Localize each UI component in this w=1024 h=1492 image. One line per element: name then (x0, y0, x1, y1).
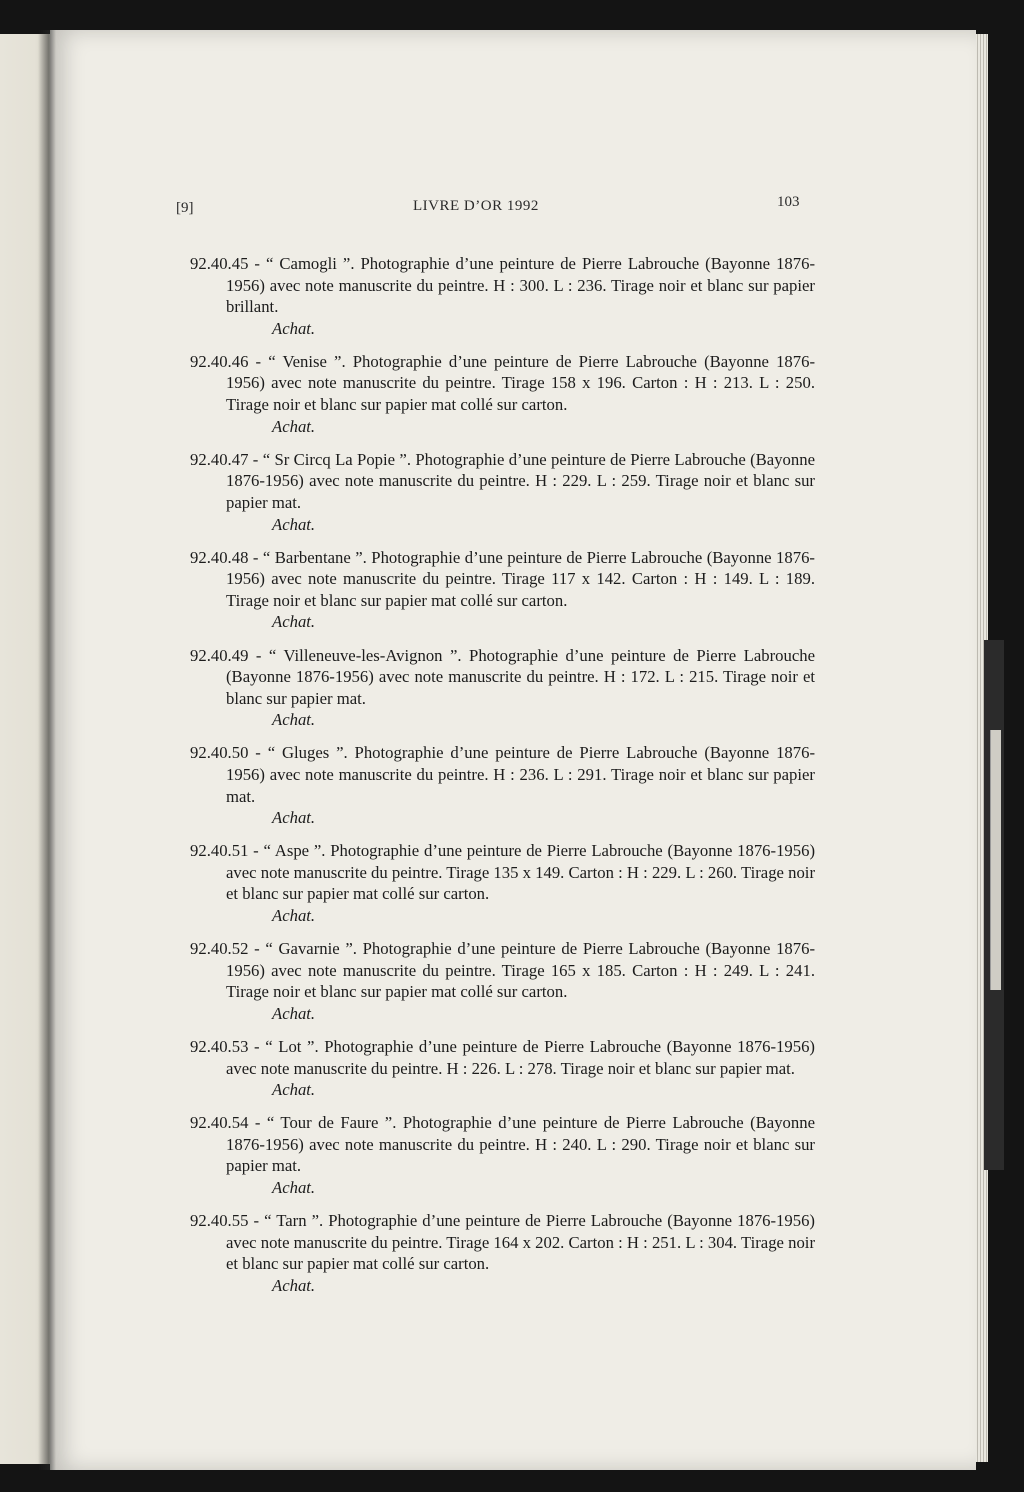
catalogue-entry (190, 1112, 815, 1198)
entry-body: 92.40.49 - “ Villeneuve-les-Avignon ”. Photographie d’une peinture de Pierre Labrouche (Bayonne 1876-1956) avec note manuscrite du peintre. H : 172. L : 215. Tirage noir et blanc sur papier mat. (190, 645, 816, 708)
entry-number: 92.40.50 (190, 743, 249, 763)
catalogue-entry (190, 547, 815, 633)
entry-acquisition-status: Achat. (272, 612, 316, 632)
entry-description: “ Lot ”. Photographie d’une peinture de Pierre Labrouche (Bayonne 1876-1956) avec note manuscrite du peintre. H : 226. L : 278. Tirage noir et blanc sur papier mat. (226, 1037, 815, 1078)
running-title: LIVRE D’OR 1992 (413, 198, 539, 214)
entry-description: “ Tour de Faure ”. Photographie d’une peinture de Pierre Labrouche (Bayonne 1876-1956) avec note manuscrite du peintre. H : 240. L : 290. Tirage noir et blanc sur papier mat. (226, 1113, 815, 1176)
entry-body: 92.40.46 - “ Venise ”. Photographie d’une peinture de Pierre Labrouche (Bayonne 1876-1956) avec note manuscrite du peintre. Tirage 158 x 196. Carton : H : 213. L : 250. Tirage noir et blanc sur papier mat collé sur carton. (190, 351, 816, 415)
section-marker: [9] (176, 200, 194, 216)
entry-description: “ Sr Circq La Popie ”. Photographie d’une peinture de Pierre Labrouche (Bayonne 1876-1956) avec note manuscrite du peintre. H : 229. L : 259. Tirage noir et blanc sur papier mat. (226, 449, 815, 512)
entry-body: 92.40.51 - “ Aspe ”. Photographie d’une peinture de Pierre Labrouche (Bayonne 1876-1956) avec note manuscrite du peintre. Tirage 135 x 149. Carton : H : 229. L : 260. Tirage noir et blanc sur papier mat collé sur carton. (190, 841, 816, 904)
entry-acquisition-status: Achat. (272, 318, 316, 338)
entry-acquisition-status: Achat. (272, 1178, 316, 1198)
entry-acquisition-status: Achat. (272, 1080, 316, 1100)
entry-number: 92.40.52 (190, 939, 249, 959)
entry-number: 92.40.49 (190, 645, 249, 665)
catalogue-entry (190, 253, 815, 339)
entry-body: 92.40.53 - “ Lot ”. Photographie d’une peinture de Pierre Labrouche (Bayonne 1876-1956) avec note manuscrite du peintre. H : 226. L : 278. Tirage noir et blanc sur papier mat. (190, 1037, 815, 1078)
entry-description: “ Aspe ”. Photographie d’une peinture de Pierre Labrouche (Bayonne 1876-1956) avec note manuscrite du peintre. Tirage 135 x 149. Carton : H : 229. L : 260. Tirage noir et blanc sur papier mat collé sur carton. (226, 841, 816, 904)
entry-number: 92.40.47 (190, 449, 249, 469)
entry-acquisition-status: Achat. (272, 906, 316, 926)
running-header (50, 30, 976, 216)
entry-description: “ Villeneuve-les-Avignon ”. Photographie d’une peinture de Pierre Labrouche (Bayonne 1876-1956) avec note manuscrite du peintre. H : 172. L : 215. Tirage noir et blanc sur papier mat. (226, 645, 816, 708)
catalogue-entry (190, 840, 815, 926)
entry-number: 92.40.46 (190, 351, 249, 371)
entry-number: 92.40.51 (190, 841, 249, 861)
entry-description: “ Gluges ”. Photographie d’une peinture de Pierre Labrouche (Bayonne 1876-1956) avec note manuscrite du peintre. H : 236. L : 291. Tirage noir et blanc sur papier mat. (226, 743, 816, 806)
entry-body: 92.40.50 - “ Gluges ”. Photographie d’une peinture de Pierre Labrouche (Bayonne 1876-1956) avec note manuscrite du peintre. H : 236. L : 291. Tirage noir et blanc sur papier mat. (190, 743, 816, 806)
catalogue-entry (190, 742, 815, 828)
entry-number: 92.40.55 (190, 1211, 249, 1231)
entry-acquisition-status: Achat. (272, 1003, 316, 1023)
catalogue-entry (190, 1036, 815, 1101)
book-gutter-shadow (38, 30, 56, 1470)
entry-acquisition-status: Achat. (272, 1275, 316, 1295)
entry-description: “ Gavarnie ”. Photographie d’une peinture de Pierre Labrouche (Bayonne 1876-1956) avec note manuscrite du peintre. Tirage 165 x 185. Carton : H : 249. L : 241. Tirage noir et blanc sur papier mat collé sur carton. (226, 939, 816, 1002)
scan-ruler (990, 730, 1001, 990)
entry-body: 92.40.45 - “ Camogli ”. Photographie d’une peinture de Pierre Labrouche (Bayonne 1876-1956) avec note manuscrite du peintre. H : 300. L : 236. Tirage noir et blanc sur papier brillant. (190, 254, 815, 317)
entry-description: “ Barbentane ”. Photographie d’une peinture de Pierre Labrouche (Bayonne 1876-1956) avec note manuscrite du peintre. Tirage 117 x 142. Carton : H : 149. L : 189. Tirage noir et blanc sur papier mat collé sur carton. (226, 547, 815, 610)
entry-description: “ Tarn ”. Photographie d’une peinture de Pierre Labrouche (Bayonne 1876-1956) avec note manuscrite du peintre. Tirage 164 x 202. Carton : H : 251. L : 304. Tirage noir et blanc sur papier mat collé sur carton. (226, 1211, 815, 1274)
catalogue-entry (190, 351, 815, 437)
entry-acquisition-status: Achat. (272, 808, 316, 828)
entry-body: 92.40.48 - “ Barbentane ”. Photographie d’une peinture de Pierre Labrouche (Bayonne 1876-1956) avec note manuscrite du peintre. Tirage 117 x 142. Carton : H : 149. L : 189. Tirage noir et blanc sur papier mat collé sur carton. (190, 547, 815, 610)
page-number: 103 (777, 194, 800, 210)
catalogue-entry (190, 645, 815, 731)
entry-body: 92.40.54 - “ Tour de Faure ”. Photographie d’une peinture de Pierre Labrouche (Bayonne 1876-1956) avec note manuscrite du peintre. H : 240. L : 290. Tirage noir et blanc sur papier mat. (190, 1113, 815, 1176)
entry-number: 92.40.54 (190, 1113, 249, 1133)
right-page (50, 30, 976, 1470)
entry-body: 92.40.55 - “ Tarn ”. Photographie d’une peinture de Pierre Labrouche (Bayonne 1876-1956) avec note manuscrite du peintre. Tirage 164 x 202. Carton : H : 251. L : 304. Tirage noir et blanc sur papier mat collé sur carton. (190, 1211, 815, 1274)
catalogue-entry (190, 1210, 815, 1296)
catalogue-entry (190, 449, 815, 535)
entry-body: 92.40.47 - “ Sr Circq La Popie ”. Photographie d’une peinture de Pierre Labrouche (Bayonne 1876-1956) avec note manuscrite du peintre. H : 229. L : 259. Tirage noir et blanc sur papier mat. (190, 449, 815, 512)
entry-number: 92.40.53 (190, 1037, 249, 1056)
entry-description: “ Venise ”. Photographie d’une peinture de Pierre Labrouche (Bayonne 1876-1956) avec note manuscrite du peintre. Tirage 158 x 196. Carton : H : 213. L : 250. Tirage noir et blanc sur papier mat collé sur carton. (226, 351, 816, 415)
catalogue-entries (190, 253, 815, 1308)
entry-description: “ Camogli ”. Photographie d’une peinture de Pierre Labrouche (Bayonne 1876-1956) avec note manuscrite du peintre. H : 300. L : 236. Tirage noir et blanc sur papier brillant. (226, 254, 815, 317)
catalogue-entry (190, 938, 815, 1024)
entry-acquisition-status: Achat. (272, 710, 316, 730)
entry-number: 92.40.45 (190, 254, 249, 273)
entry-number: 92.40.48 (190, 547, 249, 567)
entry-acquisition-status: Achat. (272, 514, 316, 534)
entry-body: 92.40.52 - “ Gavarnie ”. Photographie d’une peinture de Pierre Labrouche (Bayonne 1876-1956) avec note manuscrite du peintre. Tirage 165 x 185. Carton : H : 249. L : 241. Tirage noir et blanc sur papier mat collé sur carton. (190, 939, 816, 1002)
entry-acquisition-status: Achat. (272, 416, 316, 436)
